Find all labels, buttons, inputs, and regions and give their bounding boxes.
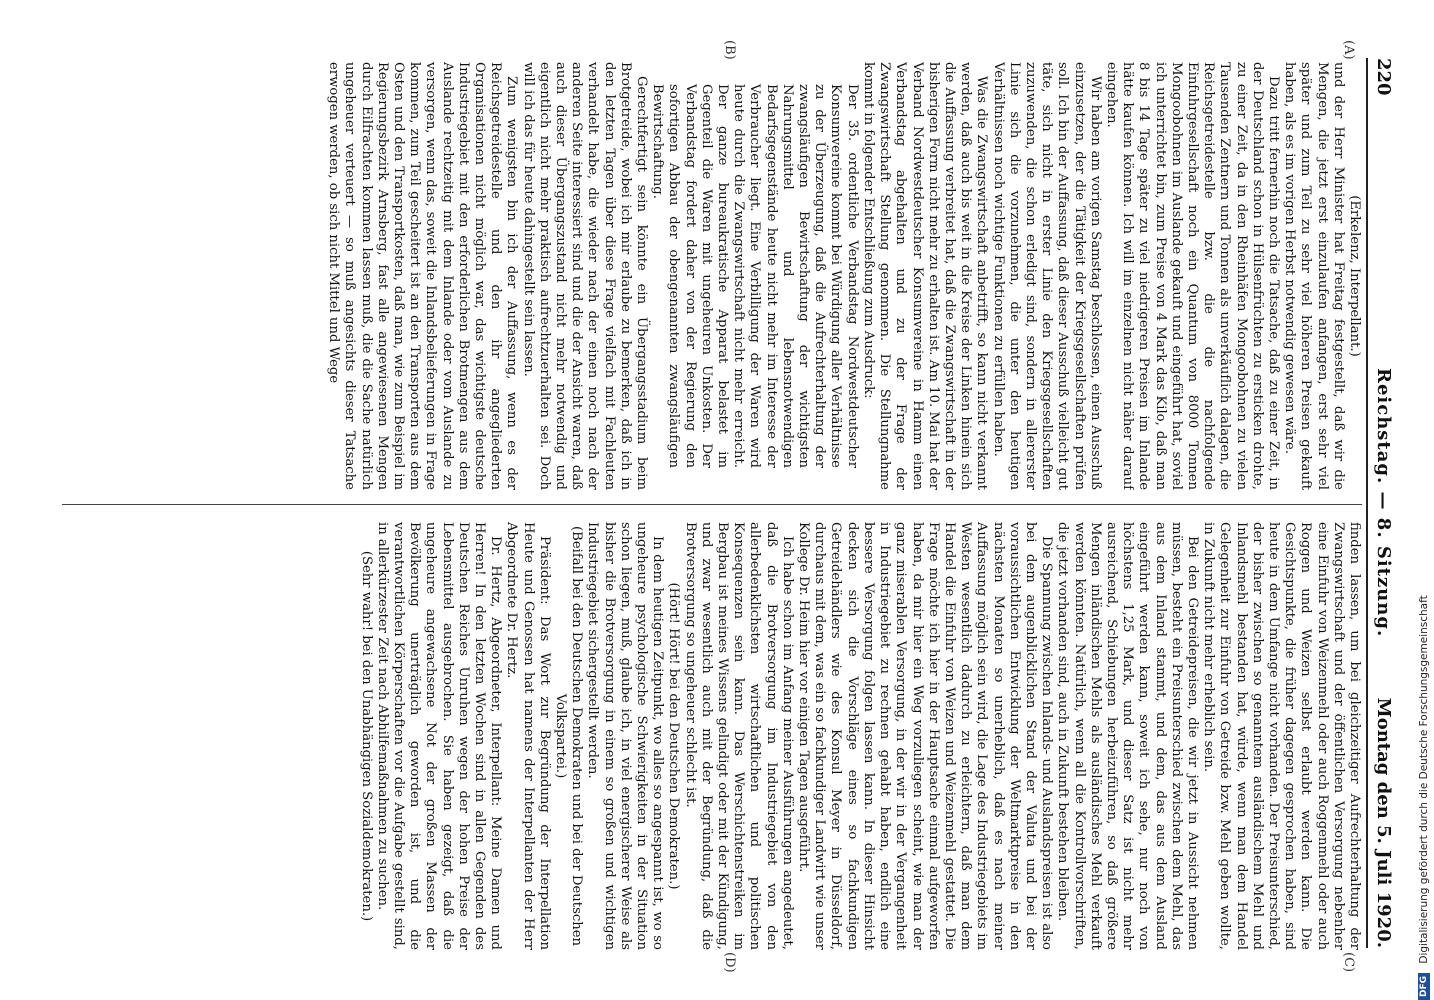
paragraph: Wir haben am vorigen Samstag beschlossen, einen Ausschuß einzusetzen, der die Tätigkeit der Kriegsgesellschaften prüfen soll. Ich bin der Auffassung, daß dieser Ausschuß vielleicht gut täte, sich nicht in erster Linie den Kriegsgesellschaften zuzuwenden, die schon erledigt sind, sondern in allererster Linie sich die vorzunehmen, die unter den heutigen Verhältnissen noch wichtige Funktionen zu erfüllen haben. [990, 62, 1103, 490]
interjection: (Hört! Hört! bei den Deutschen Demokraten.) [666, 582, 682, 890]
paragraph: Dazu tritt fernerhin noch die Tatsache, daß zu einer Zeit, in der Deutschland schon in Hülsenfrüchten zu ersticken drohte, zu einer Zeit, da in den Rheinhäfen Mongoobohnen zu vielen Tausenden Zentnern und Tonnen als unverkäuflich dalagen, die Reichsgetreidestelle bzw. die die nachfolgende Einfuhrgesellschaft noch ein Quantum von 8000 Tonnen Mongoobohnen im Auslande gekauft und eingeführt hat, soviel ich unterrichtet bin, zum Preise von 4 Mark das Kilo, daß man 8 bis 14 Tage später zu viel niedrigeren Preisen im Inlande hätte kaufen können. Ich will im einzelnen nicht näher darauf eingehen. [1103, 62, 1281, 490]
margin-mark-c: (C) [1341, 952, 1356, 973]
header-rule [1366, 58, 1368, 948]
dfg-logo-icon: DFG [1418, 973, 1430, 1000]
speaker-statement: Dr. Hertz, Abgeordneter, Interpellant: Meine Damen und Herren! In den letzten Wochen sind in allen Gegenden des Deutschen Reiches Unruhen wegen der hohen Preise der Lebensmittel ausgebrochen. Sie haben gezeigt, daß die ungeheure angewachsene Not der großen Massen der Bevölkerung unerträglich geworden ist, und die verantwortlichen Körperschaften vor die Aufgabe gestellt sind, in allerkürzester Zeit nach Abhilfemaßnahmen zu suchen. [374, 522, 504, 950]
paragraph: finden lassen, um bei gleichzeitiger Aufrechterhaltung der Zwangswirtschaft und der öffentlichen Versorgung nebenher eine Einfuhr von Weizenmehl oder auch Roggenmehl oder auch Roggen und Weizen selbst erlaubt werden kann. Die Gesichtspunkte, die früher dagegen gesprochen haben, sind heute in dem Umfange nicht vorhanden. Der Preisunterschied, der bisher zwischen so genanntem ausländischem Mehl und Inlandsmehl bestanden hat, würde, wenn man dem Handel Gelegenheit zur Einfuhr von Getreide bzw. Mehl geben wollte, in Zukunft nicht mehr erheblich sein. [1201, 522, 1362, 950]
column-divider [62, 504, 1362, 505]
page-number: 220 [1373, 58, 1394, 96]
interjection: (Sehr wahr! bei den Unabhängigen Sozialdemokraten.) [358, 550, 374, 922]
quoted-resolution: Der 35. ordentliche Verbandstag Nordwestdeutscher Konsumvereine kommt bei Würdigung aller Verhältnisse zu der Überzeugung, daß die Aufrechterhaltung der zwangsläufigen Bewirtschaftung der wichtigsten Nahrungsmittel und lebensnotwendigen Bedarfsgegenstände heute nicht mehr im Interesse der Verbraucher liegt. Eine Verbilligung der Waren wird heute durch die Zwangswirtschaft nicht mehr erreicht. Der ganze bureaukratische Apparat belastet im Gegenteil die Waren mit ungeheuren Unkosten. Der Verbandstag fordert daher von der Regierung den sofortigen Abbau der obengenannten zwangsläufigen Bewirtschaftung. [650, 84, 860, 468]
paragraph: Bei den Getreidepreisen, die wir jetzt in Aussicht nehmen müssen, besteht ein Preisunterschied zwischen dem Mehl, das aus dem Inland stammt, und dem, das aus dem Ausland eingeführt werden kann, soweit ich sehe, nur noch von höchstens 1,25 Mark, und dieser Satz ist nicht mehr ausreichend, Schiebungen herbeizuführen, so daß größere Mengen inländischen Mehls als ausländisches Mehl verkauft werden könnten. Natürlich, wenn all die Kontrollvorschriften, die jetzt vorhanden sind, auch in Zukunft bestehen bleiben. [1055, 522, 1200, 950]
page-header [1370, 58, 1396, 948]
session-date: Montag den 5. Juli 1920. [1373, 697, 1394, 948]
left-text-column [72, 62, 1362, 490]
speaker-note: (Erkelenz, Interpellant.) [1347, 195, 1362, 357]
margin-mark-b: (B) [722, 40, 737, 60]
interjection: (Beifall bei den Deutschen Demokraten und bei der Deutschen Volkspartei.) [553, 525, 585, 947]
paragraph: Zum wenigsten bin ich der Auffassung, wenn es der Reichsgetreidestelle und den ihr angegliederten Organisationen nicht möglich war, das wichtigste deutsche Industriegebiet mit den erforderlichen Brotmengen aus dem Auslande rechtzeitig mit dem Inlande oder vom Auslande zu versorgen, wenn das, soweit die Inlandsbelieferungen in Frage kommen, zum Teil gescheitert ist an den Transporten aus dem Osten und den Transportkosten, daß man, wie zum Beispiel im Regierungsbezirk Arnsberg, fast alle angewiesenen Mengen durch Eilfrachten kommen lassen muß, die die Sache natürlich ungeheuer verteuert — so muß angesichts dieser Tatsache erwogen werden, ob sich nicht Mittel und Wege [326, 62, 520, 490]
right-text-column [72, 522, 1362, 950]
paragraph: Ich habe schon im Anfang meiner Ausführungen angedeutet, daß die Brotversorgung im Industriegebiet von den allerbedenklichsten wirtschaftlichen und politischen Konsequenzen sein kann. Das Werschichtenstreiken im Bergbau ist meines Wissens gelindigt oder mit der Kündigung, und zwar wesentlich auch mit der Begründung, daß die Brotversorgung so ungeheuer schlecht ist. [682, 522, 795, 950]
president-statement: Präsident: Das Wort zur Begründung der Interpellation Heute und Genossen hat namens der Interpellanten der Herr Abgeordnete Dr. Hertz. [504, 522, 552, 950]
paragraph: Was die Zwangswirtschaft anbetrifft, so kann nicht verkannt werden, daß auch bis weit in die Kreise der Linken hinein sich die Auffassung verbreitet hat, daß die Zwangswirtschaft in der bisherigen Form nicht mehr zu erhalten ist. Am 10. Mai hat der Verband Nordwestdeutscher Konsumvereine in Hamm einen Verbandstag abgehalten und zu der Frage der Zwangswirtschaft Stellung genommen. Die Stellungnahme kommt in folgender Entschließung zum Ausdruck: [860, 62, 990, 490]
paragraph: und der Herr Minister hat Freitag festgestellt, daß wir die Mengen, die jetzt erst einzulaufen anfangen, erst sehr viel später und zum Teil zu sehr viel höheren Preisen gekauft haben, als es im vorigen Herbst notwendig gewesen wäre. [1282, 62, 1346, 490]
digitization-text: Digitalisierung gefördert durch die Deutsche Forschungsgemeinschaft [1418, 595, 1430, 964]
session-title: Reichstag. — 8. Sitzung. [1373, 368, 1394, 638]
digitization-note [1418, 595, 1430, 1000]
margin-mark-d: (D) [722, 952, 737, 973]
paragraph: Die Spannung zwischen Inlands- und Auslandspreisen ist also bei dem augenblicklichen Stand der Valuta und bei der voraussichtlichen Entwicklung der Weltmarktpreise in den nächsten Monaten so unerheblich, daß es nach meiner Auffassung möglich sein wird, die Lage des Industriegebiets im Westen wesentlich dadurch zu erleichtern, daß man dem Handel die Einfuhr von Weizen und Weizenmehl gestattet. Die Frage möchte ich hier in der Hauptsache einmal aufgeworfen haben, da mir hier ein Weg vorzuliegen scheint, wie man der ganz miserablen Versorgung, in der wir in der Vergangenheit in Industriegebiet zu rechnen gehabt haben, endlich eine bessere Versorgung folgen lassen kann. In dieser Hinsicht decken sich die Vorschläge eines so fachkundigen Getreidehändlers wie des Konsul Meyer in Düsseldorf, durchaus mit dem, was ein so fachkundiger Landwirt wie unser Kollege Dr. Heim hier vor einigen Tagen ausgeführt. [796, 522, 1055, 950]
paragraph: In dem heutigen Zeitpunkt, wo alles so angespannt ist, wo so ungeheure psychologische Schwierigkeiten in der Situation schon liegen, muß, glaube ich, in viel energischerer Weise als bisher die Brotversorgung in einem so großen und wichtigen Industriegebiet sichergestellt werden. [585, 522, 666, 950]
paragraph: Gerechtfertigt sein könnte ein Übergangsstadium beim Brotgetreide, wobei ich mir erlaube zu bemerken, daß ich in den letzten Tagen über diese Frage vielfach mit Fachleuten verhandelt habe, die wieder nach der einen noch nach der anderen Seite interessiert sind und die der Ansicht waren, daß auch dieser Übergangszustand nicht mehr notwendig und eigentlich nicht mehr praktisch aufrechtzuerhalten sei. Doch will ich das für heute dahingestellt sein lassen. [520, 62, 650, 490]
margin-mark-a: (A) [1341, 40, 1356, 60]
